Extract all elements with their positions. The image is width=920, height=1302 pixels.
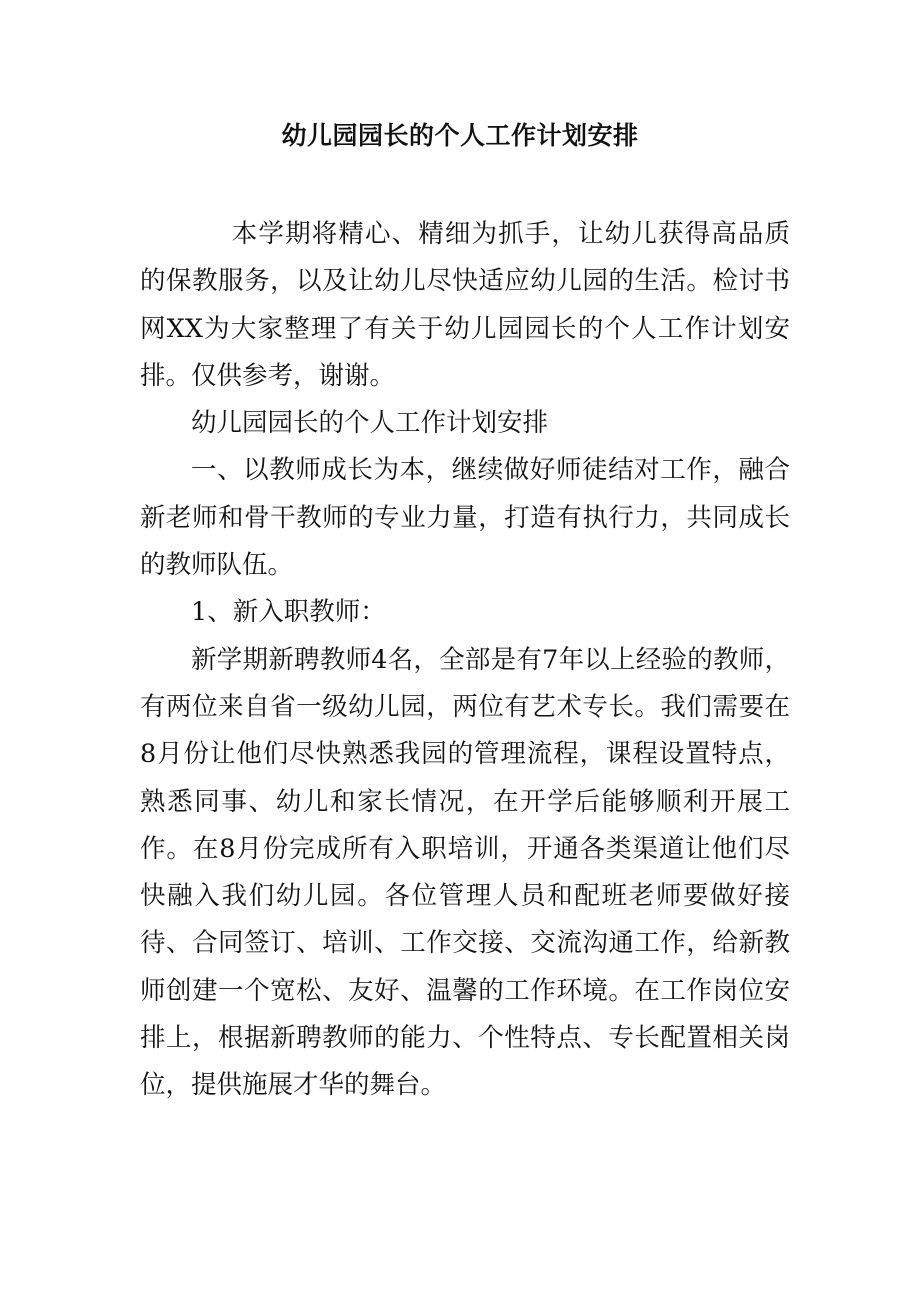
intro-paragraph: 本学期将精心、精细为抓手，让幼儿获得高品质的保教服务，以及让幼儿尽快适应幼儿园的生活。检讨书网XX为大家整理了有关于幼儿园园长的个人工作计划安排。仅供参考，谢谢。: [140, 219, 790, 391]
document-body: [140, 211, 790, 1110]
new-teachers-paragraph: 新学期新聘教师4名，全部是有7年以上经验的教师，有两位来自省一级幼儿园，两位有艺术专长。我们需要在8月份让他们尽快熟悉我园的管理流程，课程设置特点，熟悉同事、幼儿和家长情况，在开学后能够顺利开展工作。在8月份完成所有入职培训，开通各类渠道让他们尽快融入我们幼儿园。各位管理人员和配班老师要做好接待、合同签订、培训、工作交接、交流沟通工作，给新教师创建一个宽松、友好、温馨的工作环境。在工作岗位安排上，根据新聘教师的能力、个性特点、专长配置相关岗位，提供施展才华的舞台。: [140, 644, 790, 1101]
section-heading-paragraph: 幼儿园园长的个人工作计划安排: [191, 408, 549, 439]
point-one-paragraph: 一、以教师成长为本，继续做好师徒结对工作，融合新老师和骨干教师的专业力量，打造有执行力，共同成长的教师队伍。: [140, 455, 790, 581]
subheading-new-teachers: 1、新入职教师：: [191, 597, 386, 628]
document-title: 幼儿园园长的个人工作计划安排: [281, 121, 639, 150]
